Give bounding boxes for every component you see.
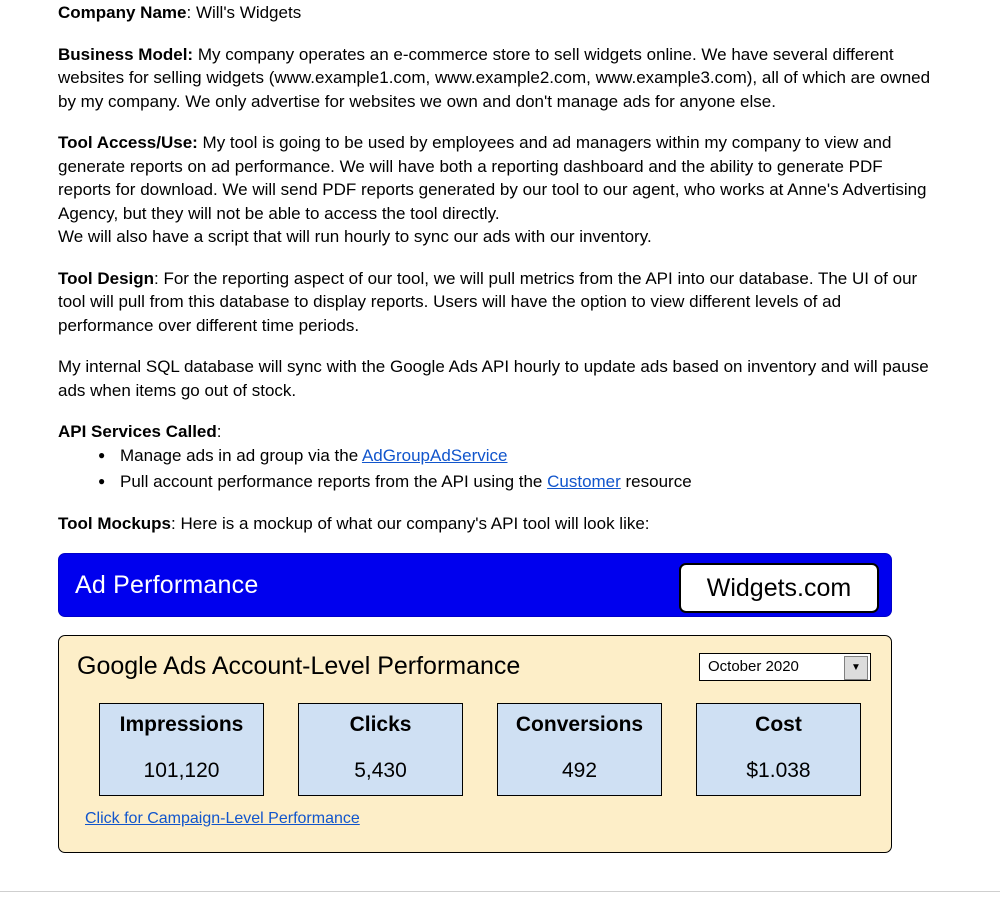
- metric-label: Impressions: [119, 713, 244, 736]
- mockup-performance-panel: [58, 635, 892, 853]
- tool-access-label: Tool Access/Use:: [58, 133, 198, 152]
- business-model-label: Business Model:: [58, 44, 194, 64]
- bullet-text-after: resource: [620, 472, 692, 491]
- company-name-label: Company Name: [58, 3, 187, 22]
- tool-mockup: [58, 553, 892, 853]
- metric-value: 5,430: [354, 759, 407, 782]
- campaign-level-link-row: [77, 810, 873, 828]
- company-name-value: Will's Widgets: [195, 3, 302, 22]
- api-services-list: [58, 444, 938, 494]
- adgroupadservice-link[interactable]: AdGroupAdService: [361, 445, 508, 465]
- tool-mockups-paragraph: [58, 512, 938, 536]
- date-range-select[interactable]: [699, 653, 871, 681]
- metric-label: Clicks: [349, 713, 412, 736]
- tool-access-text: My tool is going to be used by employees and ad managers within my company to view and generate reports on ad performance. We will have both a reporting dashboard and the ability to generate PDF reports for download. We will send PDF reports generated by our tool to our agent, who works at Anne's Advertising Agency, but they will not be able to access the tool directly.: [58, 133, 927, 223]
- tool-design-paragraph: [58, 267, 938, 338]
- metric-cards: [77, 703, 873, 796]
- tool-design-text: : For the reporting aspect of our tool, we will pull metrics from the API into our database. The UI of our tool will pull from this database to display reports. Users will have the option to view different levels of ad performance over different time periods.: [58, 268, 918, 335]
- tool-access-paragraph: [58, 131, 938, 225]
- company-name-paragraph: [58, 0, 938, 25]
- metric-value: 101,120: [143, 759, 220, 782]
- metric-card-clicks: [298, 703, 463, 796]
- mockup-app-header: [58, 553, 892, 617]
- metric-card-impressions: [99, 703, 264, 796]
- bullet-text-before: Pull account performance reports from the API using the: [120, 472, 548, 491]
- tool-access-second-line: We will also have a script that will run hourly to sync our ads with our inventory.: [58, 227, 652, 246]
- api-services-label: API Services Called: [58, 422, 217, 441]
- api-services-separator: :: [216, 422, 222, 441]
- business-model-text: My company operates an e-commerce store to sell widgets online. We have several different websites for selling widgets (www.example1.com, www.example2.com, www.example3.com), all of which are owned by my company. We only advertise for websites we own and don't manage ads for anyone else.: [58, 44, 931, 111]
- metric-card-cost: [696, 703, 861, 796]
- sql-sync-paragraph: My internal SQL database will sync with the Google Ads API hourly to update ads based on inventory and will pause ads when items go out of stock.: [58, 357, 929, 400]
- metric-card-conversions: [497, 703, 662, 796]
- panel-heading: Google Ads Account-Level Performance: [77, 652, 521, 680]
- mockup-brand-button[interactable]: Widgets.com: [679, 563, 879, 613]
- campaign-level-performance-link[interactable]: Click for Campaign-Level Performance: [85, 810, 360, 827]
- business-model-paragraph: [58, 43, 938, 114]
- metric-label: Conversions: [515, 713, 644, 736]
- list-item: [98, 470, 938, 494]
- metric-label: Cost: [755, 713, 802, 736]
- mockup-app-title: Ad Performance: [75, 570, 259, 599]
- metric-value: 492: [561, 759, 598, 782]
- chevron-down-icon[interactable]: ▼: [844, 656, 868, 680]
- metric-value: $1.038: [746, 759, 811, 782]
- api-services-heading: [58, 420, 938, 444]
- customer-link[interactable]: Customer: [547, 472, 621, 491]
- tool-design-label: Tool Design: [58, 268, 155, 288]
- tool-mockups-text: : Here is a mockup of what our company's API tool will look like:: [171, 513, 650, 533]
- date-range-value: October 2020: [708, 658, 799, 675]
- bullet-text-before: Manage ads in ad group via the: [120, 445, 362, 465]
- tool-mockups-label: Tool Mockups: [58, 513, 172, 533]
- page-bottom-edge: [0, 891, 1000, 900]
- panel-top-row: [77, 652, 873, 681]
- company-name-separator: :: [186, 3, 196, 22]
- list-item: [98, 444, 938, 468]
